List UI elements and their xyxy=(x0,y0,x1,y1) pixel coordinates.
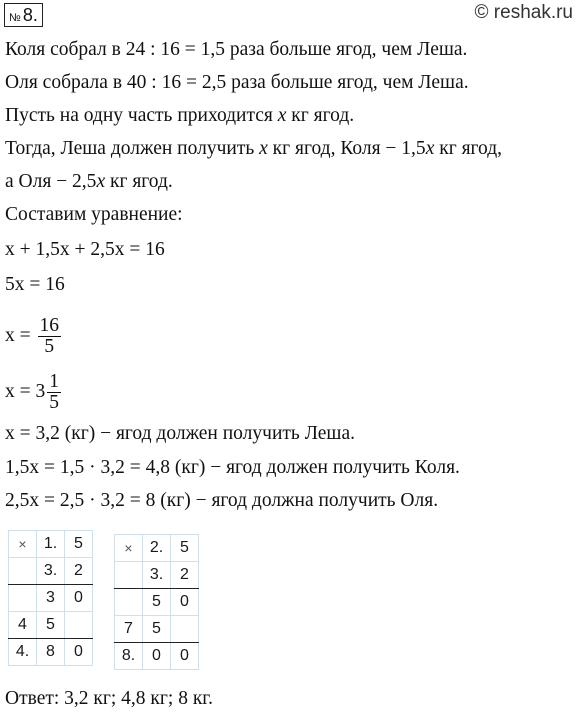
calc-cell: 8 xyxy=(37,639,65,666)
calc-cell xyxy=(115,589,143,616)
text-fragment: кг ягод. xyxy=(286,105,355,126)
calc-cell: 3. xyxy=(37,558,65,585)
equation-3 xyxy=(5,316,61,357)
calc-cell: 0 xyxy=(171,589,199,616)
equation-5: x = 3,2 (кг) − ягод должен получить Леша. xyxy=(5,423,355,444)
calc-cell: 7 xyxy=(115,616,143,643)
text-line-2: Оля собрала в 40 : 16 = 2,5 раза больше ягод, чем Леша. xyxy=(5,72,469,93)
fraction xyxy=(38,316,62,357)
calc-cell: 3. xyxy=(143,562,171,589)
answer-line: Ответ: 3,2 кг; 4,8 кг; 8 кг. xyxy=(5,688,213,709)
calc-cell: 2 xyxy=(65,558,93,585)
equation-2: 5x = 16 xyxy=(5,274,65,295)
calc-cell xyxy=(9,585,37,612)
denominator: 5 xyxy=(44,336,55,357)
calc-cell: 2. xyxy=(143,535,171,562)
text-fragment: а Оля − 2,5 xyxy=(5,171,97,192)
equation-7: 2,5x = 2,5 · 3,2 = 8 (кг) − ягод должна получить Оля. xyxy=(5,490,439,511)
text-line-6: Составим уравнение: xyxy=(5,204,183,225)
calc-cell: 5 xyxy=(37,612,65,639)
calc-cell: 0 xyxy=(171,643,199,670)
equation-lhs: x = xyxy=(5,324,36,346)
calc-cell: 3 xyxy=(37,585,65,612)
number-sign: № xyxy=(9,12,21,24)
text-fragment: кг ягод, xyxy=(434,138,503,159)
calc-cell: × xyxy=(115,535,143,562)
calc-cell xyxy=(9,558,37,585)
variable: x xyxy=(425,138,435,159)
equation-1: x + 1,5x + 2,5x = 16 xyxy=(5,239,165,260)
calc-cell: 0 xyxy=(65,639,93,666)
text-fragment: Тогда, Леша должен получить xyxy=(5,138,260,159)
multiplication-1 xyxy=(8,530,93,666)
text-line-5 xyxy=(5,170,173,194)
calc-cell: × xyxy=(9,531,37,558)
calc-cell: 2 xyxy=(171,562,199,589)
text-fragment: Пусть на одну часть приходится xyxy=(5,105,278,126)
calc-cell: 0 xyxy=(65,585,93,612)
watermark: © reshak.ru xyxy=(474,2,573,23)
calc-cell: 5 xyxy=(143,616,171,643)
task-number-badge xyxy=(4,3,43,27)
calc-cell: 0 xyxy=(143,643,171,670)
calc-cell: 5 xyxy=(143,589,171,616)
text-fragment: кг ягод, Коля − 1,5 xyxy=(267,138,426,159)
task-number: 8. xyxy=(22,5,38,25)
calc-cell xyxy=(171,616,199,643)
calc-cell: 4 xyxy=(9,612,37,639)
denominator: 5 xyxy=(49,392,59,413)
text-line-4 xyxy=(5,137,502,161)
numerator: 1 xyxy=(49,371,59,392)
calc-cell: 1. xyxy=(37,531,65,558)
equation-6: 1,5x = 1,5 · 3,2 = 4,8 (кг) − ягод должен получить Коля. xyxy=(5,457,460,478)
text-line-3 xyxy=(5,104,354,128)
calc-cell: 8. xyxy=(115,643,143,670)
calc-cell: 5 xyxy=(65,531,93,558)
equation-lhs: x = 3 xyxy=(5,380,46,402)
variable: x xyxy=(277,105,287,126)
variable: x xyxy=(96,171,106,192)
variable: x xyxy=(259,138,268,159)
calc-cell: 5 xyxy=(171,535,199,562)
multiplication-2 xyxy=(114,534,199,670)
calc-cell: 4. xyxy=(9,639,37,666)
numerator: 16 xyxy=(39,315,59,336)
calc-cell xyxy=(65,612,93,639)
calc-cell xyxy=(115,562,143,589)
text-line-1: Коля собрал в 24 : 16 = 1,5 раза больше ягод, чем Леша. xyxy=(5,39,468,60)
equation-4 xyxy=(5,372,61,413)
text-fragment: кг ягод. xyxy=(105,171,173,192)
fraction xyxy=(47,372,61,413)
